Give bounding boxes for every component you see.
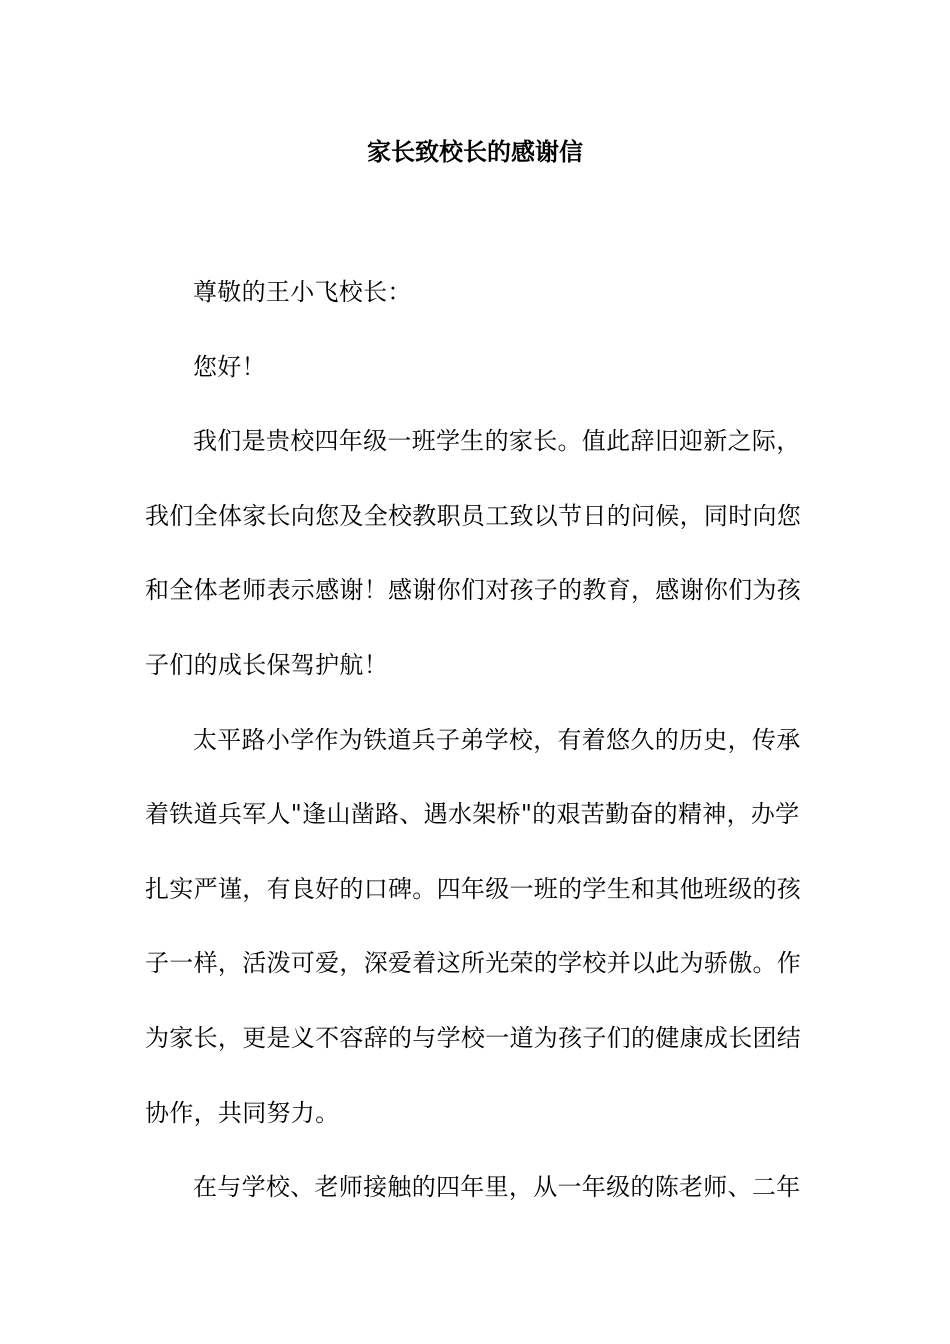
paragraph-line: 协作，共同努力。	[145, 1098, 340, 1127]
paragraph-line: 为家长，更是义不容辞的与学校一道为孩子们的健康成长团结	[145, 1023, 802, 1052]
paragraph-line: 我们全体家长向您及全校教职员工致以节日的问候，同时向您	[145, 501, 802, 530]
salutation: 尊敬的王小飞校长：	[193, 278, 412, 306]
paragraph-line: 子们的成长保驾护航！	[145, 650, 388, 679]
paragraph-1	[145, 404, 806, 702]
paragraph-line: 扎实严谨，有良好的口碑。四年级一班的学生和其他班级的孩	[145, 874, 802, 903]
paragraph-line: 着铁道兵军人"逢山凿路、遇水架桥"的艰苦勤奋的精神，办学	[145, 800, 800, 829]
paragraph-line: 和全体老师表示感谢！感谢你们对孩子的教育，感谢你们为孩	[145, 576, 802, 605]
paragraph-line: 太平路小学作为铁道兵子弟学校，有着悠久的历史，传承	[193, 725, 801, 754]
paragraph-line: 子一样，活泼可爱，深爱着这所光荣的学校并以此为骄傲。作	[145, 949, 802, 978]
paragraph-3	[145, 1150, 806, 1225]
paragraph-line: 在与学校、老师接触的四年里，从一年级的陈老师、二年	[193, 1173, 801, 1202]
letter-body	[145, 255, 806, 1225]
paragraph-line: 我们是贵校四年级一班学生的家长。值此辞旧迎新之际，	[193, 427, 801, 456]
paragraph-2	[145, 703, 806, 1151]
greeting: 您好！	[193, 352, 266, 381]
letter-title: 家长致校长的感谢信	[367, 137, 583, 166]
